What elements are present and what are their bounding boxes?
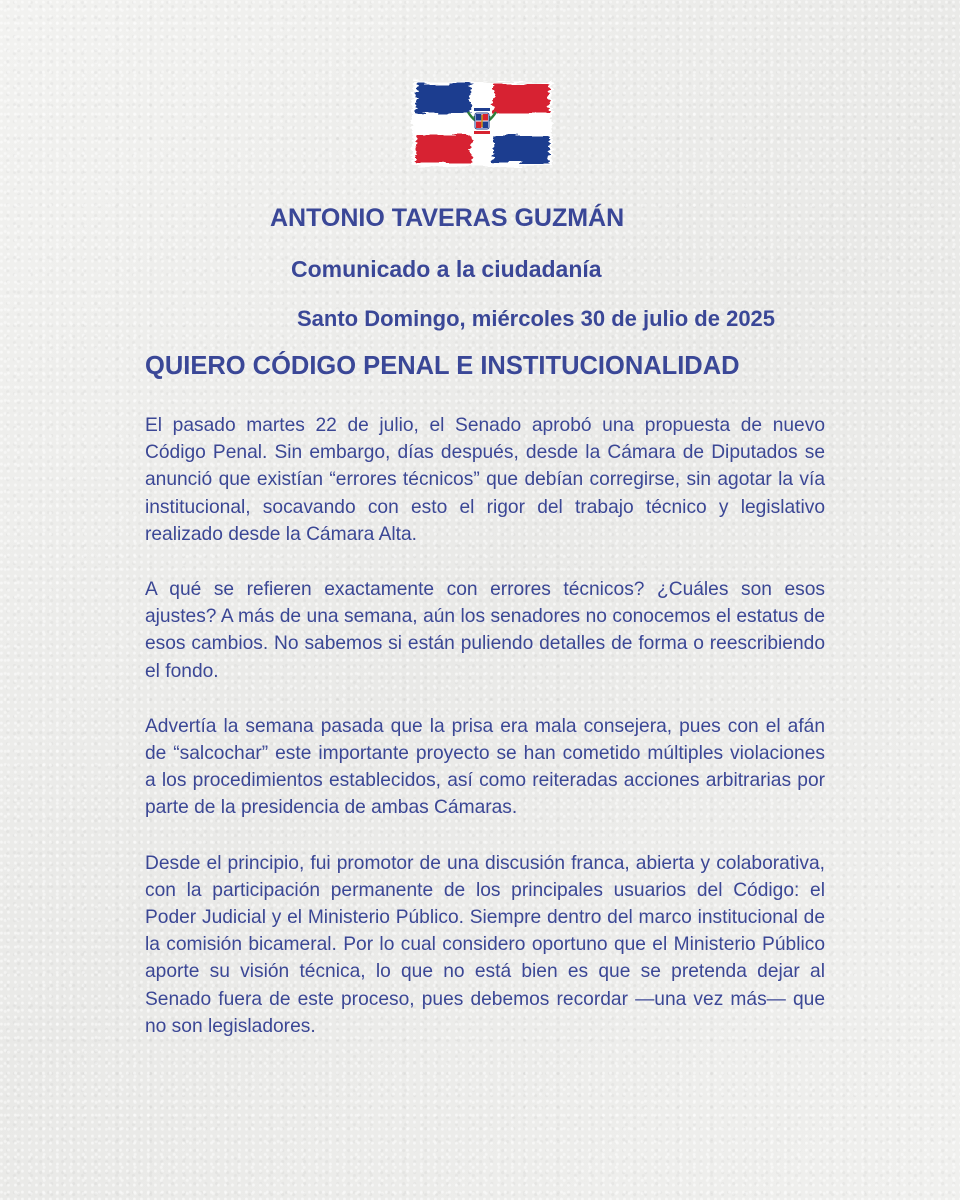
page-subtitle: Comunicado a la ciudadanía bbox=[291, 256, 602, 282]
paragraph-4: Desde el principio, fui promotor de una discusión franca, abierta y colaborativa, con la participación permanente de los principales usuarios del Código: el Poder Judicial y el Ministerio Público. Siempre dentro del marco institucional de la comisión bicameral. Por lo cual considero oportuno que el Ministerio Público aporte su visión técnica, lo que no está bien es que se pretenda dejar al Senado fuera de este proceso, pues debemos recordar —una vez más— que no son legisladores. bbox=[145, 852, 825, 1037]
author-name: ANTONIO TAVERAS GUZMÁN bbox=[270, 204, 625, 232]
dominican-republic-flag-icon bbox=[404, 74, 560, 174]
paragraph-1: El pasado martes 22 de julio, el Senado aprobó una propuesta de nuevo Código Penal. Sin embargo, días después, desde la Cámara de Diputados se anunció que existían “errores técnicos” que debían corregirse, sin agotar la vía institucional, socavando con esto el rigor del trabajo técnico y legislativo realizado desde la Cámara Alta. bbox=[145, 415, 825, 545]
paragraph-3: Advertía la semana pasada que la prisa era mala consejera, pues con el afán de “salcochar” este importante proyecto se han cometido múltiples violaciones a los procedimientos establecidos, así como reiteradas acciones arbitrarias por parte de la presidencia de ambas Cámaras. bbox=[145, 715, 825, 819]
page-title: QUIERO CÓDIGO PENAL E INSTITUCIONALIDAD bbox=[145, 352, 740, 380]
statement-body bbox=[145, 412, 825, 1068]
dateline: Santo Domingo, miércoles 30 de julio de 2025 bbox=[297, 306, 776, 331]
paragraph-2: A qué se refieren exactamente con errores técnicos? ¿Cuáles son esos ajustes? A más de una semana, aún los senadores no conocemos el estatus de esos cambios. No sabemos si están puliendo detalles de forma o reescribiendo el fondo. bbox=[145, 579, 825, 682]
